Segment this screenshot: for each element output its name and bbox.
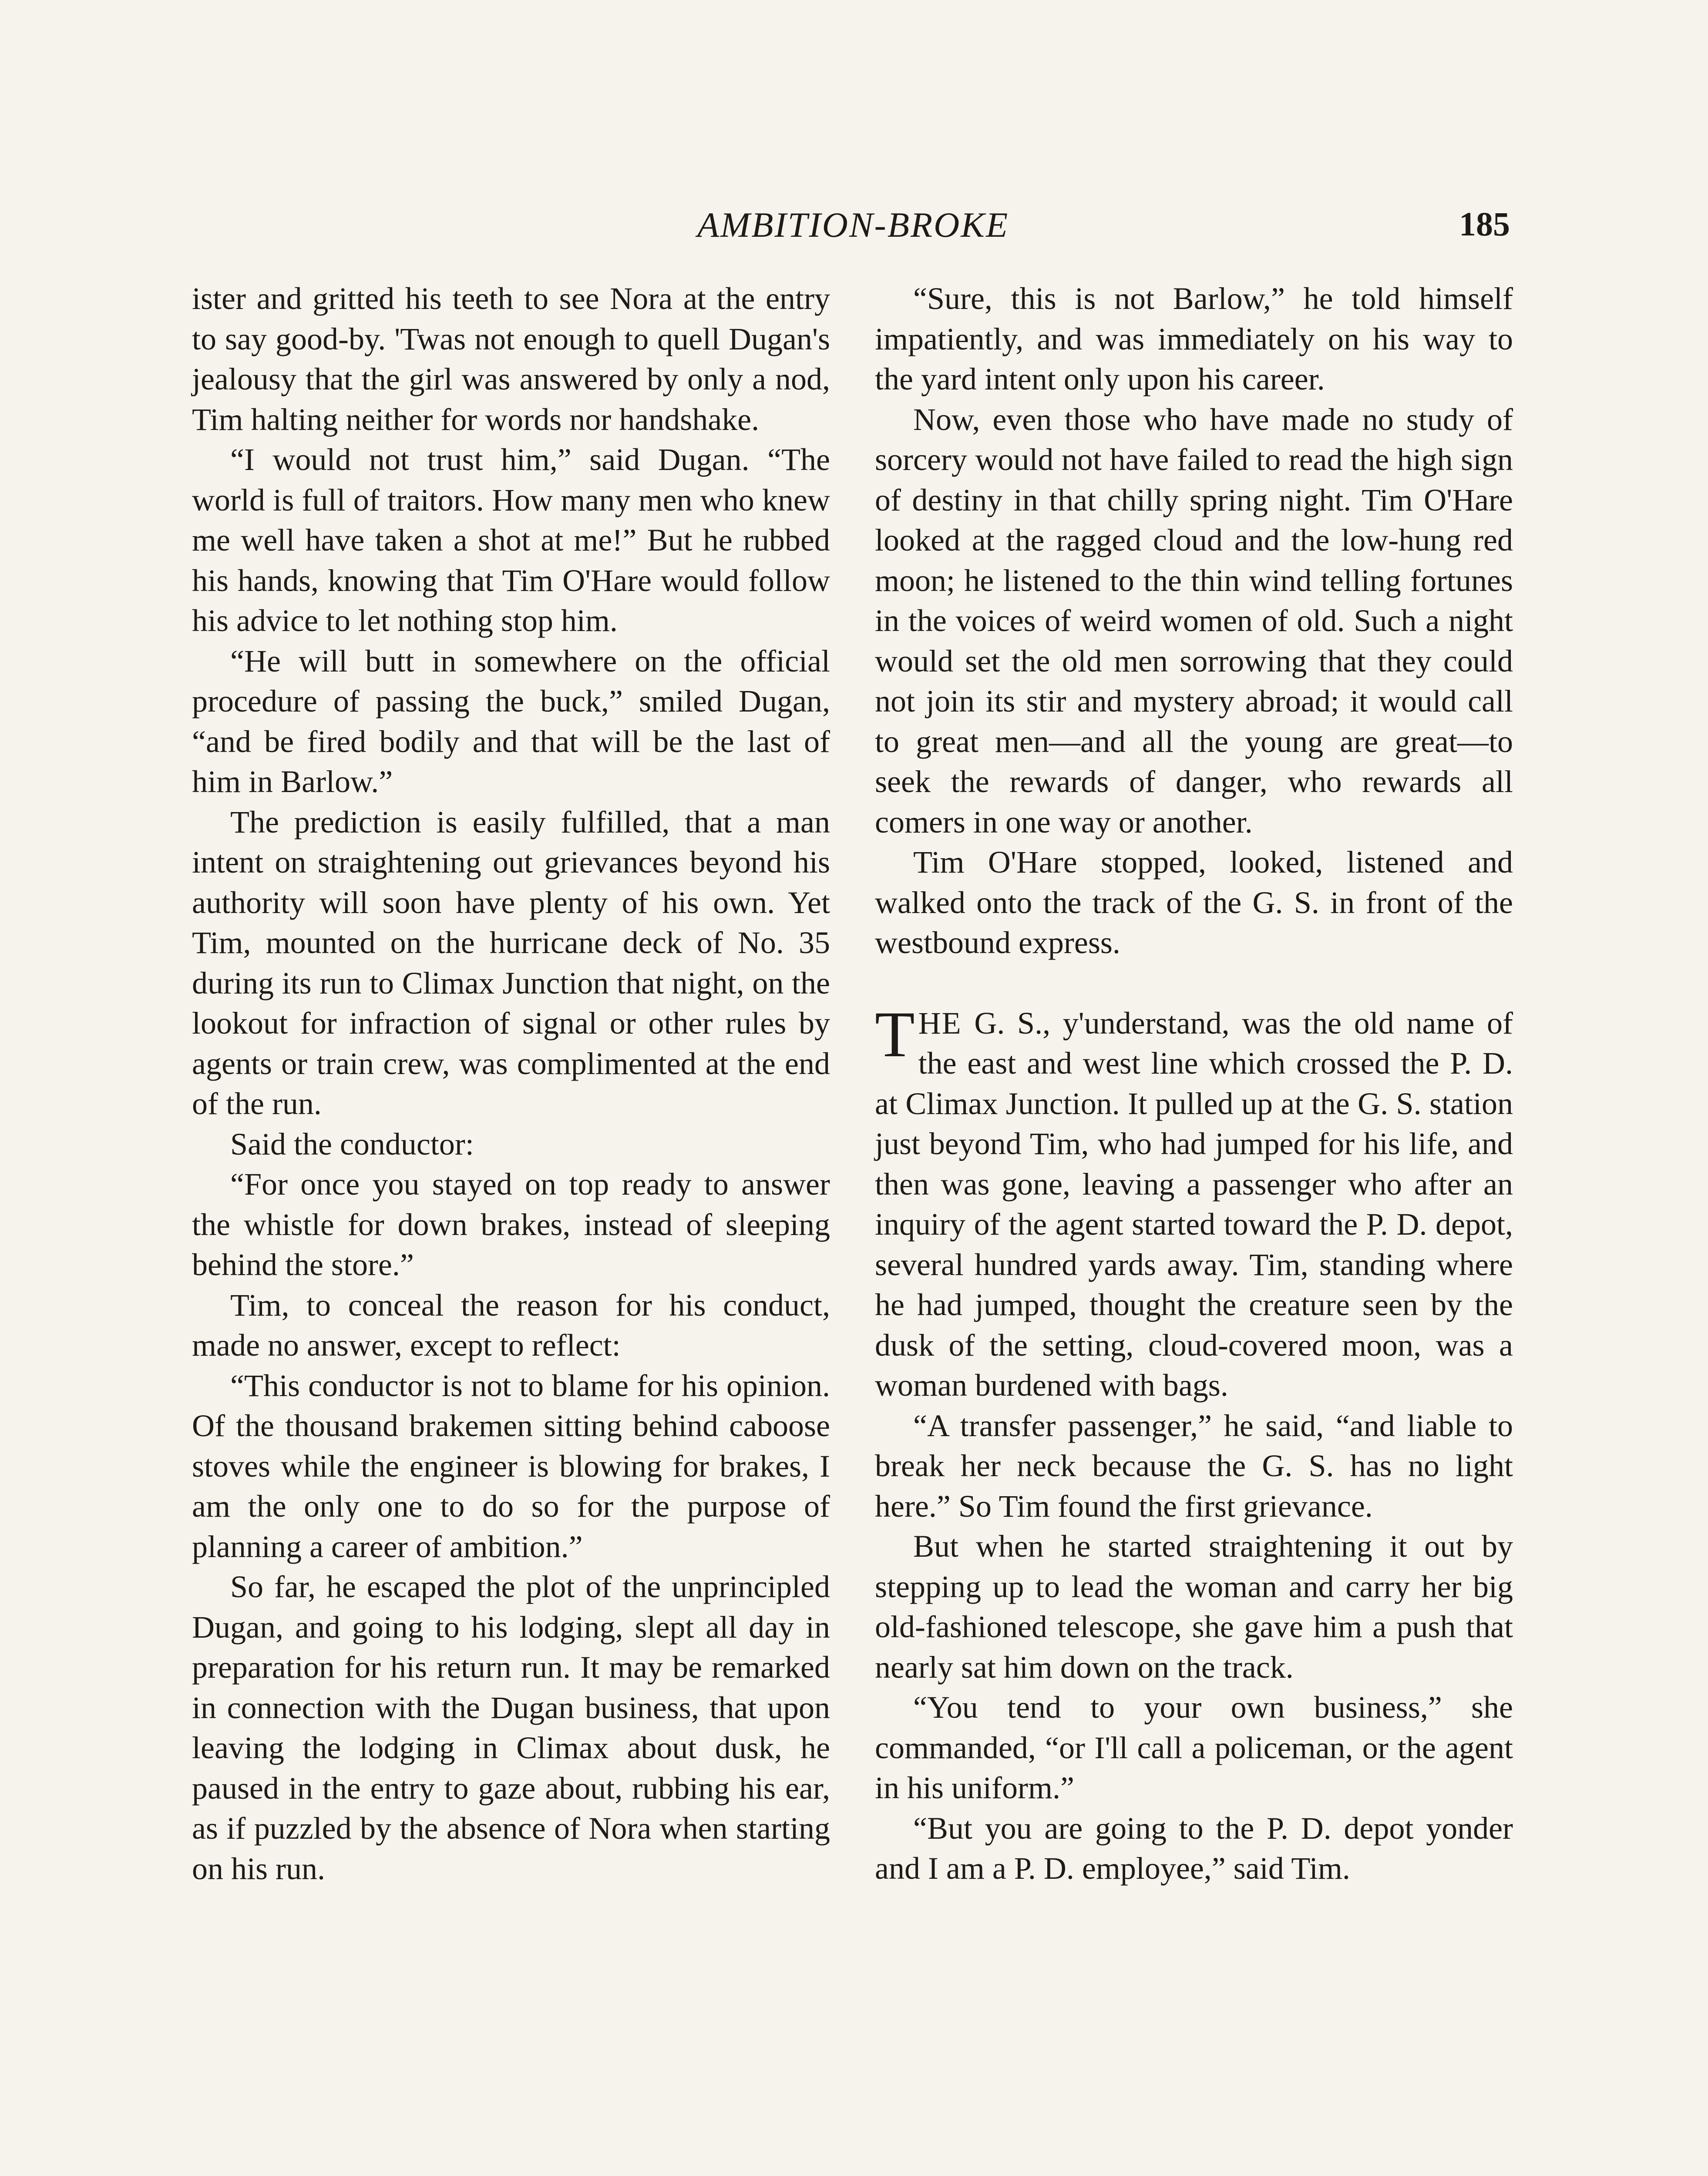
paragraph: “You tend to your own business,” she commanded, “or I'll call a policeman, or the agent in his uniform.” xyxy=(875,1690,1513,1805)
paragraph: “For once you stayed on top ready to answer the whistle for down brakes, instead of sleeping behind the store.” xyxy=(192,1167,830,1282)
right-column xyxy=(875,279,1513,1889)
paragraph: “This conductor is not to blame for his opinion. Of the thousand brakemen sitting behind caboose stoves while the engineer is blowing for brakes, I am the only one to do so for the purpose of planning a career of ambition.” xyxy=(192,1368,830,1564)
paragraph: Now, even those who have made no study of sorcery would not have failed to read the high sign of destiny in that chilly spring night. Tim O'Hare looked at the ragged cloud and the low-hung red moon; he listened to the thin wind telling fortunes in the voices of weird women of old. Such a night would set the old men sorrowing that they could not join its stir and mystery abroad; it would call to great men—and all the young are great—to seek the rewards of danger, who rewards all comers in one way or another. xyxy=(875,402,1513,840)
paragraph: “Sure, this is not Barlow,” he told himself impatiently, and was immediately on his way to the yard intent only upon his career. xyxy=(875,281,1513,396)
paragraph: “I would not trust him,” said Dugan. “The world is full of traitors. How many men who knew me well have taken a shot at me!” But he rubbed his hands, knowing that Tim O'Hare would follow his advice to let nothing stop him. xyxy=(192,442,830,638)
paragraph: Said the conductor: xyxy=(230,1126,474,1162)
page-number: 185 xyxy=(1459,205,1510,243)
paragraph: “He will butt in somewhere on the official procedure of passing the buck,” smiled Dugan, “and be fired bodily and that will be the last of him in Barlow.” xyxy=(192,643,830,799)
paragraph: “A transfer passenger,” he said, “and liable to break her neck because the G. S. has no light here.” So Tim found the first grievance. xyxy=(875,1408,1513,1524)
paragraph: But when he started straightening it out by stepping up to lead the woman and carry her big old-fashioned telescope, she gave him a push that nearly sat him down on the track. xyxy=(875,1529,1513,1685)
paragraph: Tim O'Hare stopped, looked, listened and walked onto the track of the G. S. in front of the westbound express. xyxy=(875,845,1513,960)
running-title: AMBITION-BROKE xyxy=(697,205,1009,245)
section-opening-paragraph xyxy=(875,998,1513,1406)
paragraph: ister and gritted his teeth to see Nora at the entry to say good-by. 'Twas not enough to quell Dugan's jealousy that the girl was answered by only a nod, Tim halting neither for words nor handshake. xyxy=(192,281,830,437)
left-column xyxy=(192,279,830,1889)
paragraph: The prediction is easily fulfilled, that a man intent on straightening out grievances beyond his authority will soon have plenty of his own. Yet Tim, mounted on the hurricane deck of No. 35 during its run to Climax Junction that night, on the lookout for infraction of signal or other rules by agents or train crew, was complimented at the end of the run. xyxy=(192,804,830,1121)
lead-in: HE xyxy=(918,1005,962,1041)
drop-cap: T xyxy=(875,998,915,1071)
paragraph: So far, he escaped the plot of the unprincipled Dugan, and going to his lodging, slept all day in preparation for his return run. It may be remarked in connection with the Dugan business, that upon leaving the lodging in Climax about dusk, he paused in the entry to gaze about, rubbing his ear, as if puzzled by the absence of Nora when starting on his run. xyxy=(192,1569,830,1886)
paragraph: Tim, to conceal the reason for his conduct, made no answer, except to reflect: xyxy=(192,1287,830,1363)
section-break xyxy=(875,963,1513,1003)
paragraph-text: G. S., y'understand, was the old name of the east and west line which crossed the P. D. at Climax Junction. It pulled up at the G. S. station just beyond Tim, who had jumped for his life, and then was gone, leaving a passenger who after an inquiry of the agent started toward the P. D. depot, several hundred yards away. Tim, standing where he had jumped, thought the creature seen by the dusk of the setting, cloud-covered moon, was a woman burdened with bags. xyxy=(875,1005,1513,1403)
paragraph: “But you are going to the P. D. depot yonder and I am a P. D. employee,” said Tim. xyxy=(875,1810,1513,1886)
